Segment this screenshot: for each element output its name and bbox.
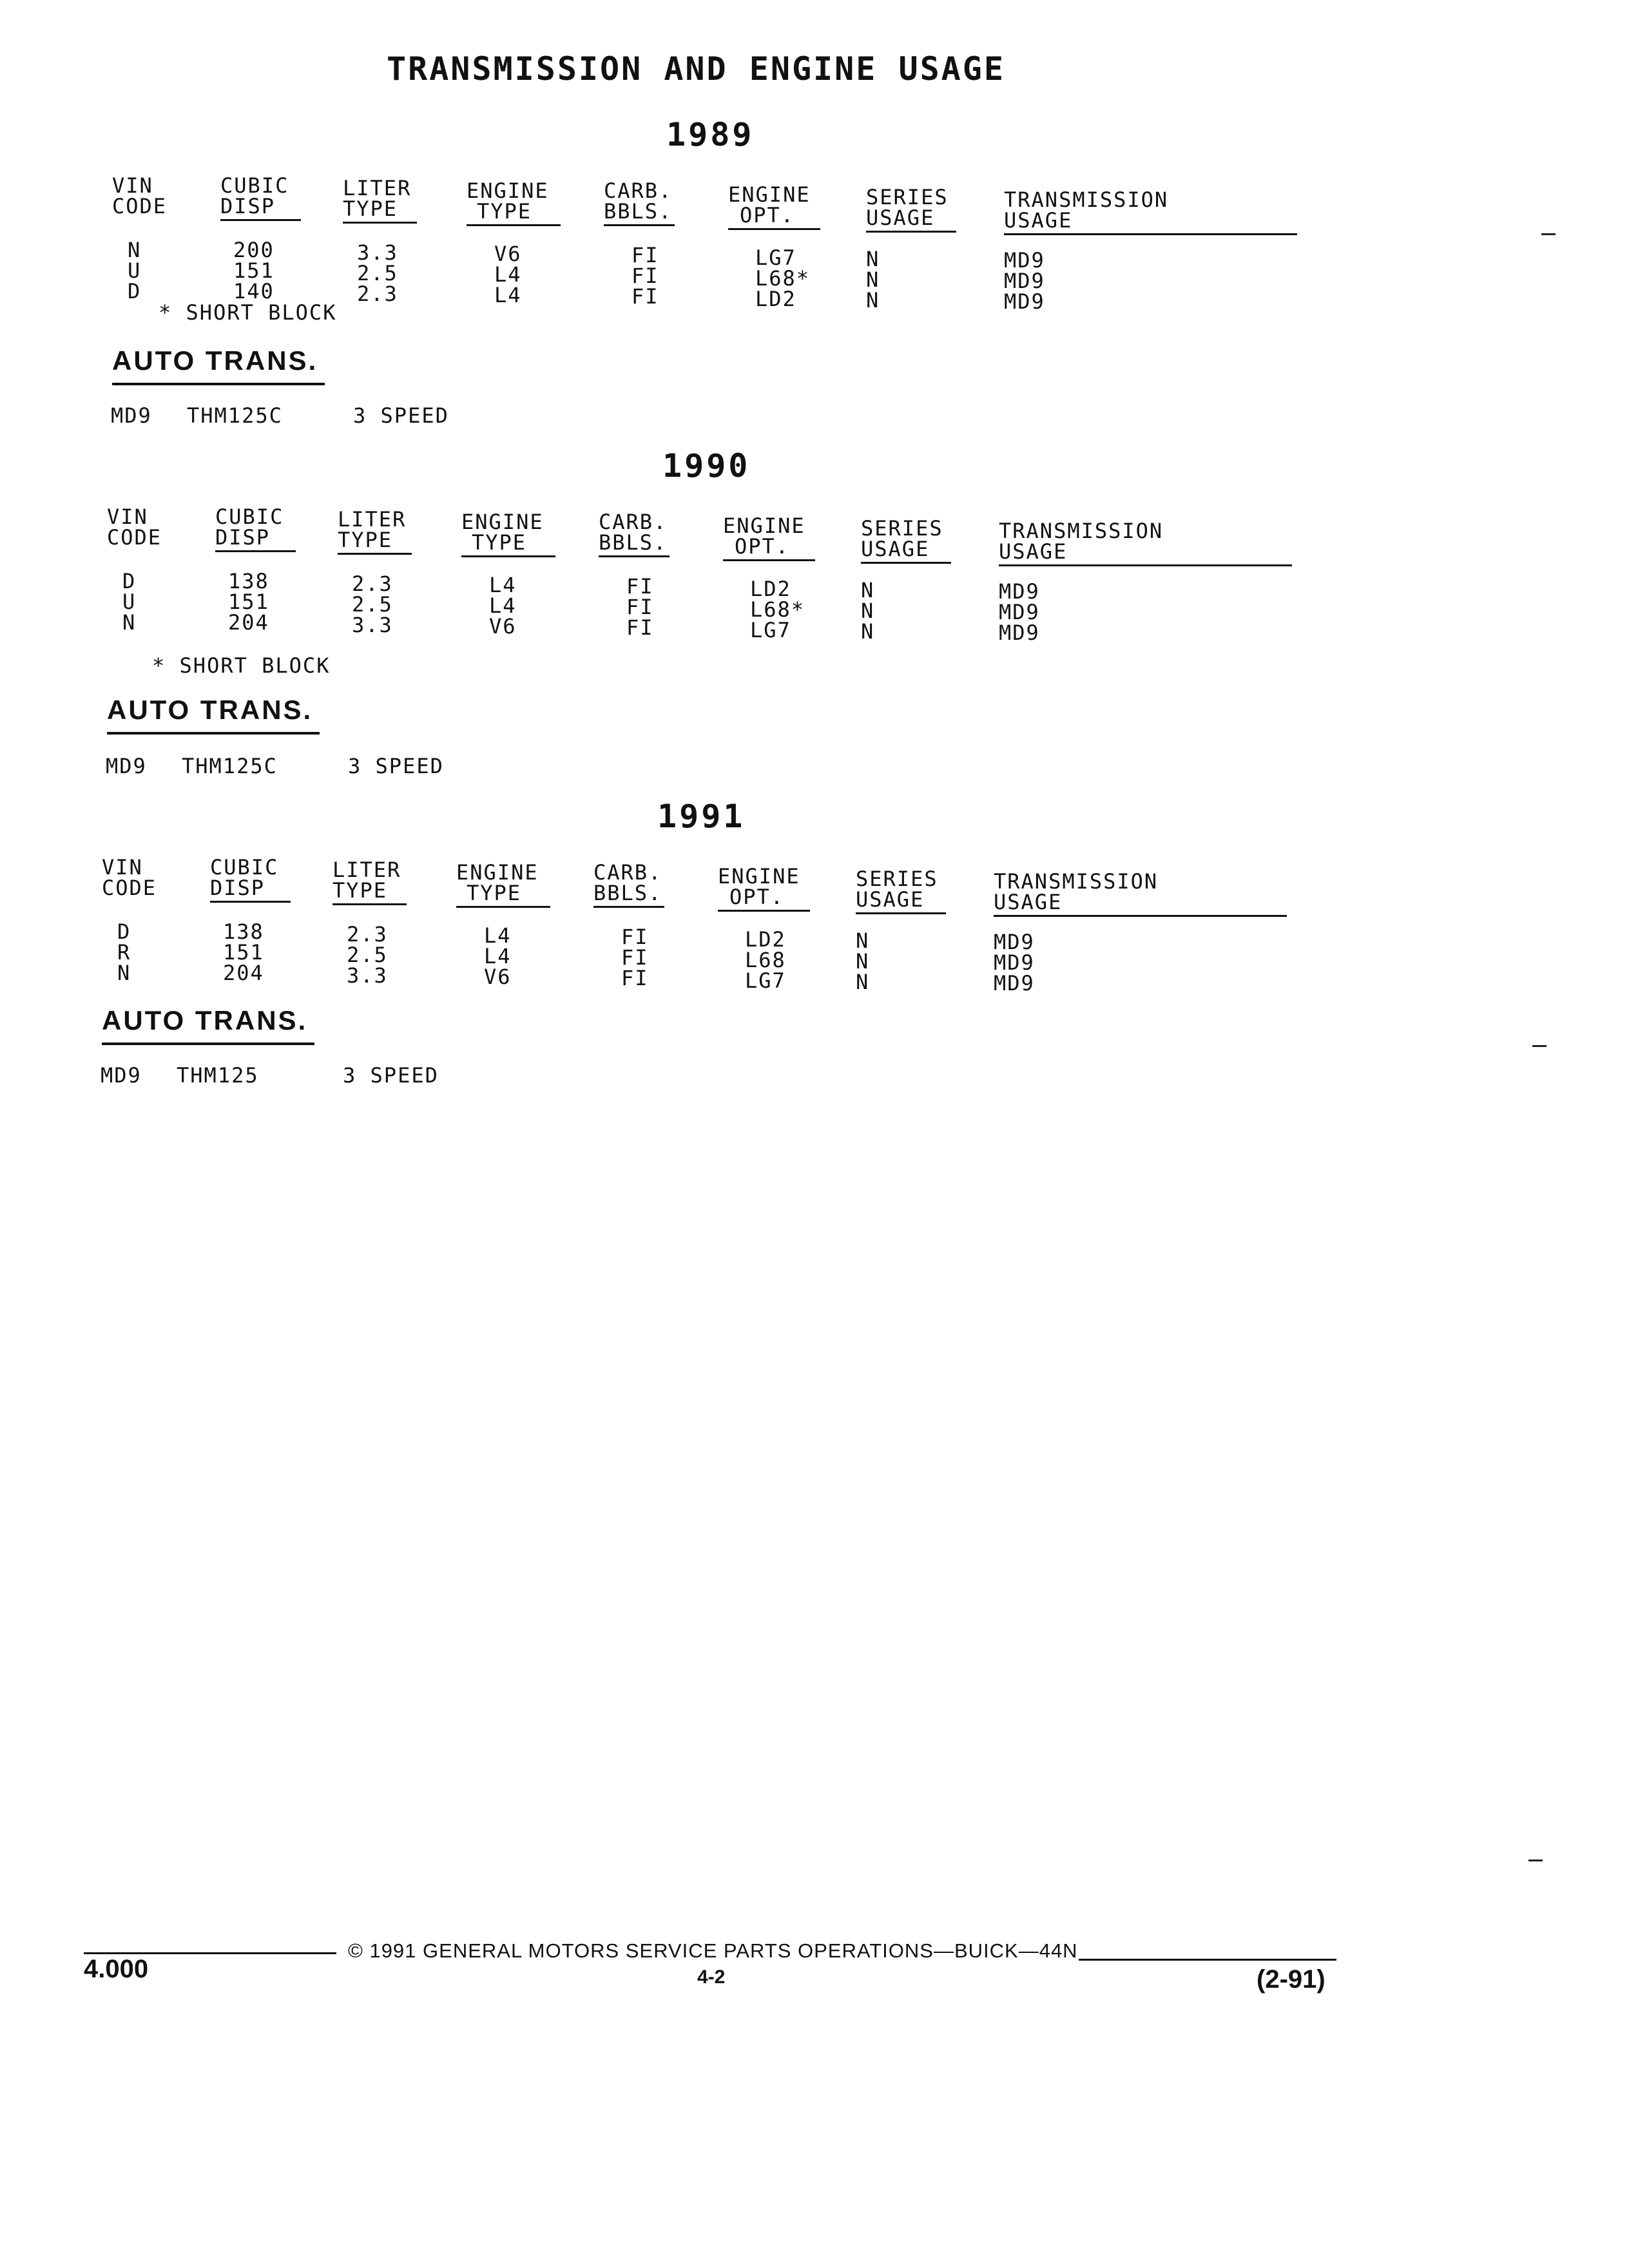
short-block-note: * SHORT BLOCK xyxy=(159,300,337,325)
trans-speed: 3 SPEED xyxy=(348,754,444,778)
header-vin-code xyxy=(102,857,157,898)
header-engine-opt xyxy=(718,866,810,912)
vin-cell: U xyxy=(122,590,137,614)
header-series: SERIES xyxy=(861,516,943,541)
header-engine-opt xyxy=(728,184,820,230)
year-heading: 1989 xyxy=(666,116,755,153)
header-cubic-disp xyxy=(215,506,296,552)
header-engine: ENGINE xyxy=(456,860,539,885)
liter-cell: 2.5 xyxy=(347,943,388,967)
header-bbls: BBLS. xyxy=(604,201,675,226)
engine-type-cell: V6 xyxy=(484,965,512,989)
header-vin: VIN xyxy=(112,173,153,198)
header-carb: CARB. xyxy=(599,510,668,534)
trans-model: THM125 xyxy=(177,1063,259,1088)
series-cell: N xyxy=(866,247,880,271)
header-cubic: CUBIC xyxy=(215,505,284,529)
header-vin-code xyxy=(107,506,162,548)
engine-type-cell: L4 xyxy=(489,593,517,618)
header-liter: LITER xyxy=(338,507,407,532)
liter-cell: 2.5 xyxy=(352,592,393,617)
cubic-cell: 151 xyxy=(233,258,275,283)
header-transmission-usage-label: USAGE xyxy=(999,541,1292,566)
transmission-cell: MD9 xyxy=(1004,248,1045,273)
engine-opt-cell: LD2 xyxy=(750,577,791,601)
header-disp: DISP xyxy=(210,878,291,903)
cubic-cell: 138 xyxy=(223,919,264,944)
transmission-cell: MD9 xyxy=(1004,289,1045,314)
header-opt: OPT. xyxy=(723,536,815,561)
series-cell: N xyxy=(861,619,875,644)
carb-cell: FI xyxy=(621,966,649,990)
header-engine: ENGINE xyxy=(467,178,549,203)
footer-rule-left xyxy=(84,1952,336,1954)
header-disp: DISP xyxy=(220,196,301,221)
header-carb: CARB. xyxy=(604,178,673,203)
section-1990 xyxy=(106,447,1330,808)
footer-date-code: (2-91) xyxy=(1257,1965,1325,1994)
engine-type-cell: L4 xyxy=(484,944,512,968)
year-heading: 1991 xyxy=(657,798,746,835)
header-engine-opt-top: ENGINE xyxy=(723,514,805,538)
engine-type-cell: L4 xyxy=(494,283,522,307)
vin-cell: R xyxy=(117,940,131,965)
header-cubic: CUBIC xyxy=(220,173,289,198)
cubic-cell: 204 xyxy=(223,961,264,985)
section-1991 xyxy=(101,798,1325,1158)
engine-opt-cell: LG7 xyxy=(745,968,786,993)
header-transmission-usage xyxy=(999,521,1292,566)
header-transmission-usage-label: USAGE xyxy=(1004,210,1297,235)
engine-type-cell: L4 xyxy=(494,262,522,287)
liter-cell: 2.3 xyxy=(352,572,393,596)
header-transmission-usage xyxy=(1004,189,1297,235)
transmission-cell: MD9 xyxy=(994,930,1035,954)
vin-cell: D xyxy=(117,919,131,944)
engine-opt-cell: LD2 xyxy=(755,287,796,311)
header-disp: DISP xyxy=(215,527,296,552)
carb-cell: FI xyxy=(631,284,659,309)
header-transmission-usage-label: USAGE xyxy=(994,892,1287,917)
header-cubic-disp xyxy=(220,175,301,221)
header-bbls: BBLS. xyxy=(593,883,664,908)
series-cell: N xyxy=(866,267,880,292)
footer-page-number: 4-2 xyxy=(697,1966,726,1988)
engine-opt-cell: LG7 xyxy=(750,618,791,642)
header-carb: CARB. xyxy=(593,860,662,885)
vin-cell: N xyxy=(122,610,137,635)
header-engine-type-label: TYPE xyxy=(461,532,555,557)
header-opt: OPT. xyxy=(728,205,820,230)
series-cell: N xyxy=(866,288,880,312)
header-type: TYPE xyxy=(343,198,417,224)
header-liter: LITER xyxy=(333,858,401,882)
carb-cell: FI xyxy=(631,243,659,267)
header-code: CODE xyxy=(102,876,157,900)
transmission-cell: MD9 xyxy=(1004,269,1045,293)
auto-trans-heading: AUTO TRANS. xyxy=(107,695,320,735)
document-title: TRANSMISSION AND ENGINE USAGE xyxy=(387,50,1005,88)
carb-cell: FI xyxy=(621,945,649,970)
transmission-cell: MD9 xyxy=(999,579,1040,604)
liter-cell: 2.3 xyxy=(357,282,398,306)
engine-opt-cell: LD2 xyxy=(745,927,786,952)
year-heading: 1990 xyxy=(662,447,751,485)
vin-cell: N xyxy=(117,961,131,985)
engine-type-cell: V6 xyxy=(494,242,522,266)
series-cell: N xyxy=(856,970,870,994)
liter-cell: 3.3 xyxy=(347,963,388,988)
header-series-usage-label: USAGE xyxy=(856,889,946,914)
vin-cell: D xyxy=(122,569,137,593)
header-liter-type xyxy=(338,509,412,555)
transmission-cell: MD9 xyxy=(999,600,1040,624)
header-carb-bbls xyxy=(593,862,664,908)
header-transmission-usage xyxy=(994,871,1287,917)
header-series-usage-label: USAGE xyxy=(866,207,956,233)
trans-speed: 3 SPEED xyxy=(353,403,449,428)
trans-model: THM125C xyxy=(187,403,283,428)
header-carb-bbls xyxy=(604,180,675,226)
header-carb-bbls xyxy=(599,512,670,557)
carb-cell: FI xyxy=(626,574,654,599)
auto-trans-heading: AUTO TRANS. xyxy=(112,345,325,385)
header-engine-type xyxy=(461,512,555,557)
header-series: SERIES xyxy=(856,867,938,891)
header-engine-opt-top: ENGINE xyxy=(718,864,800,889)
header-liter-type xyxy=(343,178,417,224)
short-block-note: * SHORT BLOCK xyxy=(152,653,331,678)
liter-cell: 2.5 xyxy=(357,261,398,285)
header-vin: VIN xyxy=(102,855,143,879)
header-engine: ENGINE xyxy=(461,510,544,534)
liter-cell: 3.3 xyxy=(352,613,393,637)
header-bbls: BBLS. xyxy=(599,532,670,557)
liter-cell: 3.3 xyxy=(357,240,398,265)
series-cell: N xyxy=(861,599,875,623)
margin-tick xyxy=(1528,1860,1543,1861)
margin-tick xyxy=(1541,233,1556,235)
engine-opt-cell: L68 xyxy=(745,948,786,972)
transmission-cell: MD9 xyxy=(994,971,1035,995)
header-vin-code xyxy=(112,175,167,216)
vin-cell: D xyxy=(128,279,142,303)
header-type: TYPE xyxy=(338,530,412,555)
header-cubic: CUBIC xyxy=(210,855,279,879)
header-engine-type-label: TYPE xyxy=(456,883,550,908)
engine-opt-cell: L68* xyxy=(755,266,811,291)
carb-cell: FI xyxy=(626,595,654,619)
header-series-usage xyxy=(866,187,956,233)
series-cell: N xyxy=(856,928,870,953)
header-vin: VIN xyxy=(107,505,148,529)
auto-trans-heading: AUTO TRANS. xyxy=(102,1005,314,1045)
header-transmission: TRANSMISSION xyxy=(1004,187,1169,212)
liter-cell: 2.3 xyxy=(347,922,388,947)
engine-type-cell: L4 xyxy=(489,573,517,597)
vin-cell: U xyxy=(128,258,142,283)
carb-cell: FI xyxy=(621,925,649,949)
header-engine-type-label: TYPE xyxy=(467,201,561,226)
carb-cell: FI xyxy=(631,264,659,288)
carb-cell: FI xyxy=(626,615,654,640)
cubic-cell: 138 xyxy=(228,569,269,593)
footer-copyright: © 1991 GENERAL MOTORS SERVICE PARTS OPERATIONS—BUICK—44N xyxy=(348,1939,1078,1962)
footer-section-number: 4.000 xyxy=(84,1955,149,1983)
header-engine-opt xyxy=(723,515,815,561)
vin-cell: N xyxy=(128,238,142,262)
trans-code: MD9 xyxy=(111,403,152,428)
trans-speed: 3 SPEED xyxy=(343,1063,439,1088)
header-transmission: TRANSMISSION xyxy=(994,869,1159,894)
header-transmission: TRANSMISSION xyxy=(999,519,1164,543)
trans-model: THM125C xyxy=(182,754,278,778)
header-liter-type xyxy=(333,860,407,905)
header-series-usage-label: USAGE xyxy=(861,539,951,564)
series-cell: N xyxy=(861,578,875,602)
cubic-cell: 151 xyxy=(228,590,269,614)
engine-type-cell: V6 xyxy=(489,614,517,639)
transmission-cell: MD9 xyxy=(994,950,1035,975)
engine-opt-cell: L68* xyxy=(750,597,805,622)
header-code: CODE xyxy=(107,525,162,550)
header-engine-opt-top: ENGINE xyxy=(728,182,811,207)
margin-tick xyxy=(1532,1045,1547,1047)
header-cubic-disp xyxy=(210,857,291,903)
cubic-cell: 151 xyxy=(223,940,264,965)
engine-type-cell: L4 xyxy=(484,923,512,948)
header-engine-type xyxy=(456,862,550,908)
trans-code: MD9 xyxy=(106,754,147,778)
cubic-cell: 140 xyxy=(233,279,275,303)
header-engine-type xyxy=(467,180,561,226)
trans-code: MD9 xyxy=(101,1063,142,1088)
transmission-cell: MD9 xyxy=(999,620,1040,645)
cubic-cell: 200 xyxy=(233,238,275,262)
header-type: TYPE xyxy=(333,880,407,905)
header-series: SERIES xyxy=(866,185,949,209)
series-cell: N xyxy=(856,949,870,974)
section-1989 xyxy=(111,116,1335,477)
header-liter: LITER xyxy=(343,176,412,200)
cubic-cell: 204 xyxy=(228,610,269,635)
header-series-usage xyxy=(856,869,946,914)
engine-opt-cell: LG7 xyxy=(755,245,796,270)
header-code: CODE xyxy=(112,194,168,218)
header-series-usage xyxy=(861,518,951,564)
footer-rule-right xyxy=(1079,1959,1336,1961)
header-opt: OPT. xyxy=(718,887,810,912)
